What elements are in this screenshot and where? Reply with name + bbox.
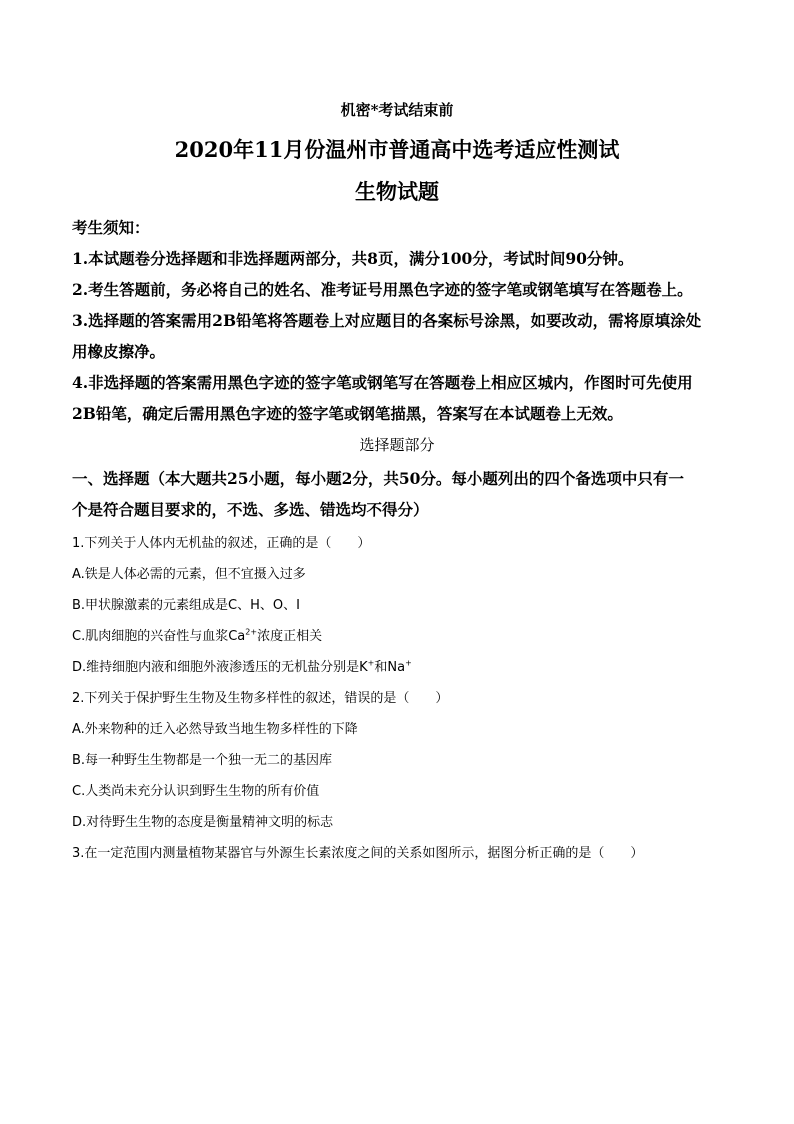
exam-title: 2020年11月份温州市普通高中选考适应性测试 (174, 137, 620, 162)
question-2-option-b: B.每一种野生生物都是一个独一无二的基因库 (72, 753, 333, 768)
question-1-option-a: A.铁是人体必需的元素，但不宜摄入过多 (72, 567, 306, 582)
part-heading-line-1: 一、选择题（本大题共25小题，每小题2分，共50分。每小题列出的四个备选项中只有一 (72, 469, 684, 488)
question-2-stem: 2.下列关于保护野生生物及生物多样性的叙述，错误的是（ ） (72, 691, 449, 706)
notice-heading: 考生须知： (72, 218, 150, 237)
option-c-text: C.肌肉细胞的兴奋性与血浆Ca (72, 629, 246, 644)
confidential-label: 机密*考试结束前 (340, 101, 454, 119)
calcium-charge: 2+ (245, 627, 258, 637)
subject-title: 生物试题 (355, 179, 439, 204)
notice-item-4-cont: 2B铅笔，确定后需用黑色字迹的签字笔或钢笔描黑，答案写在本试题卷上无效。 (72, 404, 623, 423)
notice-item-3: 3.选择题的答案需用2B铅笔将答题卷上对应题目的各案标号涂黑，如要改动，需将原填涂处 (72, 311, 702, 330)
notice-item-1: 1.本试题卷分选择题和非选择题两部分，共8页，满分100分，考试时间90分钟。 (72, 249, 634, 268)
question-2-option-c: C.人类尚未充分认识到野生生物的所有价值 (72, 784, 320, 799)
notice-item-3-cont: 用橡皮擦净。 (72, 342, 166, 361)
question-1-option-d (72, 652, 722, 683)
sodium-charge: + (405, 658, 412, 668)
option-c-text-end: 浓度正相关 (257, 629, 323, 644)
potassium-charge: + (367, 658, 375, 668)
question-1-option-c (72, 621, 722, 652)
notice-item-4: 4.非选择题的答案需用黑色字迹的签字笔或钢笔写在答题卷上相应区城内，作图时可先使用 (72, 373, 693, 392)
candidate-notice (72, 212, 722, 429)
section-heading: 选择题部分 (359, 436, 435, 454)
part-heading (72, 463, 722, 525)
question-1-option-b: B.甲状腺激素的元素组成是C、H、O、I (72, 598, 300, 613)
part-heading-line-2: 个是符合题目要求的，不选、多选、错选均不得分） (72, 500, 429, 519)
question-1-stem: 1.下列关于人体内无机盐的叙述，正确的是（ ） (72, 536, 371, 551)
option-d-text-mid: 和Na (374, 660, 406, 675)
question-list (72, 528, 722, 869)
question-3-stem: 3.在一定范围内测量植物某器官与外源生长素浓度之间的关系如图所示，据图分析正确的是（ ） (72, 846, 644, 861)
question-2-option-d: D.对待野生生物的态度是衡量精神文明的标志 (72, 815, 334, 830)
notice-item-2: 2.考生答题前，务必将自己的姓名、准考证号用黑色字迹的签字笔或钢笔填写在答题卷上。 (72, 280, 693, 299)
option-d-text: D.维持细胞内液和细胞外液渗透压的无机盐分别是K (72, 660, 368, 675)
question-2-option-a: A.外来物种的迁入必然导致当地生物多样性的下降 (72, 722, 358, 737)
